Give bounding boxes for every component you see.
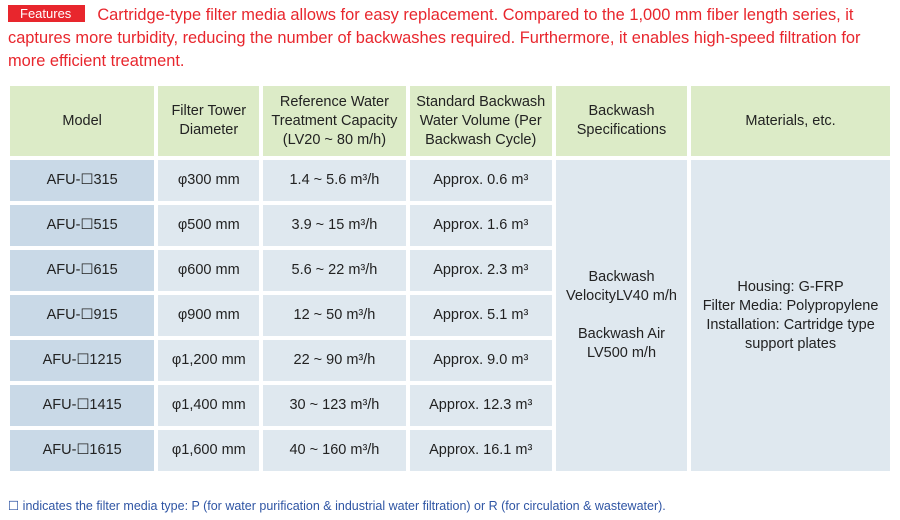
capacity-cell: 1.4 ~ 5.6 m³/h <box>263 160 405 201</box>
header-capacity: Reference Water Treatment Capacity (LV20 ~ 80 m/h) <box>263 86 405 156</box>
features-badge: Features <box>8 5 85 22</box>
backwash-specs-cell <box>556 160 687 471</box>
materials-installation: Installation: Cartridge type support plates <box>706 316 875 352</box>
features-text: Cartridge-type filter media allows for easy replacement. Compared to the 1,000 mm fiber length series, it captures more turbidity, reducing the number of backwashes required. Furthermore, it enables high-speed filtration for more efficient treatment. <box>8 6 861 70</box>
backwash-velocity: Backwash VelocityLV40 m/h <box>566 269 677 304</box>
diameter-cell: φ600 mm <box>158 250 259 291</box>
backwash-air: Backwash Air LV500 m/h <box>577 326 666 361</box>
diameter-cell: φ1,200 mm <box>158 340 259 381</box>
materials-cell <box>691 160 890 471</box>
capacity-cell: 40 ~ 160 m³/h <box>263 430 405 471</box>
backwash-volume-cell: Approx. 0.6 m³ <box>410 160 552 201</box>
capacity-cell: 30 ~ 123 m³/h <box>263 385 405 426</box>
model-cell: AFU-☐915 <box>10 295 154 336</box>
backwash-volume-cell: Approx. 2.3 m³ <box>410 250 552 291</box>
footnote: ☐ indicates the filter media type: P (for water purification & industrial water filtration) or R (for circulation & wastewater). <box>8 499 666 513</box>
diameter-cell: φ1,400 mm <box>158 385 259 426</box>
model-cell: AFU-☐1215 <box>10 340 154 381</box>
backwash-volume-cell: Approx. 5.1 m³ <box>410 295 552 336</box>
materials-housing: Housing: G-FRP <box>737 278 844 295</box>
model-cell: AFU-☐1615 <box>10 430 154 471</box>
materials-filter-media: Filter Media: Polypropylene <box>702 297 879 314</box>
model-cell: AFU-☐1415 <box>10 385 154 426</box>
backwash-volume-cell: Approx. 12.3 m³ <box>410 385 552 426</box>
header-materials: Materials, etc. <box>691 86 890 156</box>
spec-table <box>6 82 894 475</box>
diameter-cell: φ300 mm <box>158 160 259 201</box>
backwash-volume-cell: Approx. 1.6 m³ <box>410 205 552 246</box>
model-cell: AFU-☐515 <box>10 205 154 246</box>
backwash-volume-cell: Approx. 9.0 m³ <box>410 340 552 381</box>
backwash-volume-cell: Approx. 16.1 m³ <box>410 430 552 471</box>
diameter-cell: φ900 mm <box>158 295 259 336</box>
diameter-cell: φ1,600 mm <box>158 430 259 471</box>
header-backwash-specs: Backwash Specifications <box>556 86 687 156</box>
model-cell: AFU-☐315 <box>10 160 154 201</box>
model-cell: AFU-☐615 <box>10 250 154 291</box>
table-row <box>10 160 890 201</box>
header-row <box>10 86 890 156</box>
header-diameter: Filter Tower Diameter <box>158 86 259 156</box>
capacity-cell: 5.6 ~ 22 m³/h <box>263 250 405 291</box>
capacity-cell: 12 ~ 50 m³/h <box>263 295 405 336</box>
diameter-cell: φ500 mm <box>158 205 259 246</box>
capacity-cell: 3.9 ~ 15 m³/h <box>263 205 405 246</box>
header-model: Model <box>10 86 154 156</box>
capacity-cell: 22 ~ 90 m³/h <box>263 340 405 381</box>
header-backwash-volume: Standard Backwash Water Volume (Per Backwash Cycle) <box>410 86 552 156</box>
features-paragraph <box>8 4 892 73</box>
